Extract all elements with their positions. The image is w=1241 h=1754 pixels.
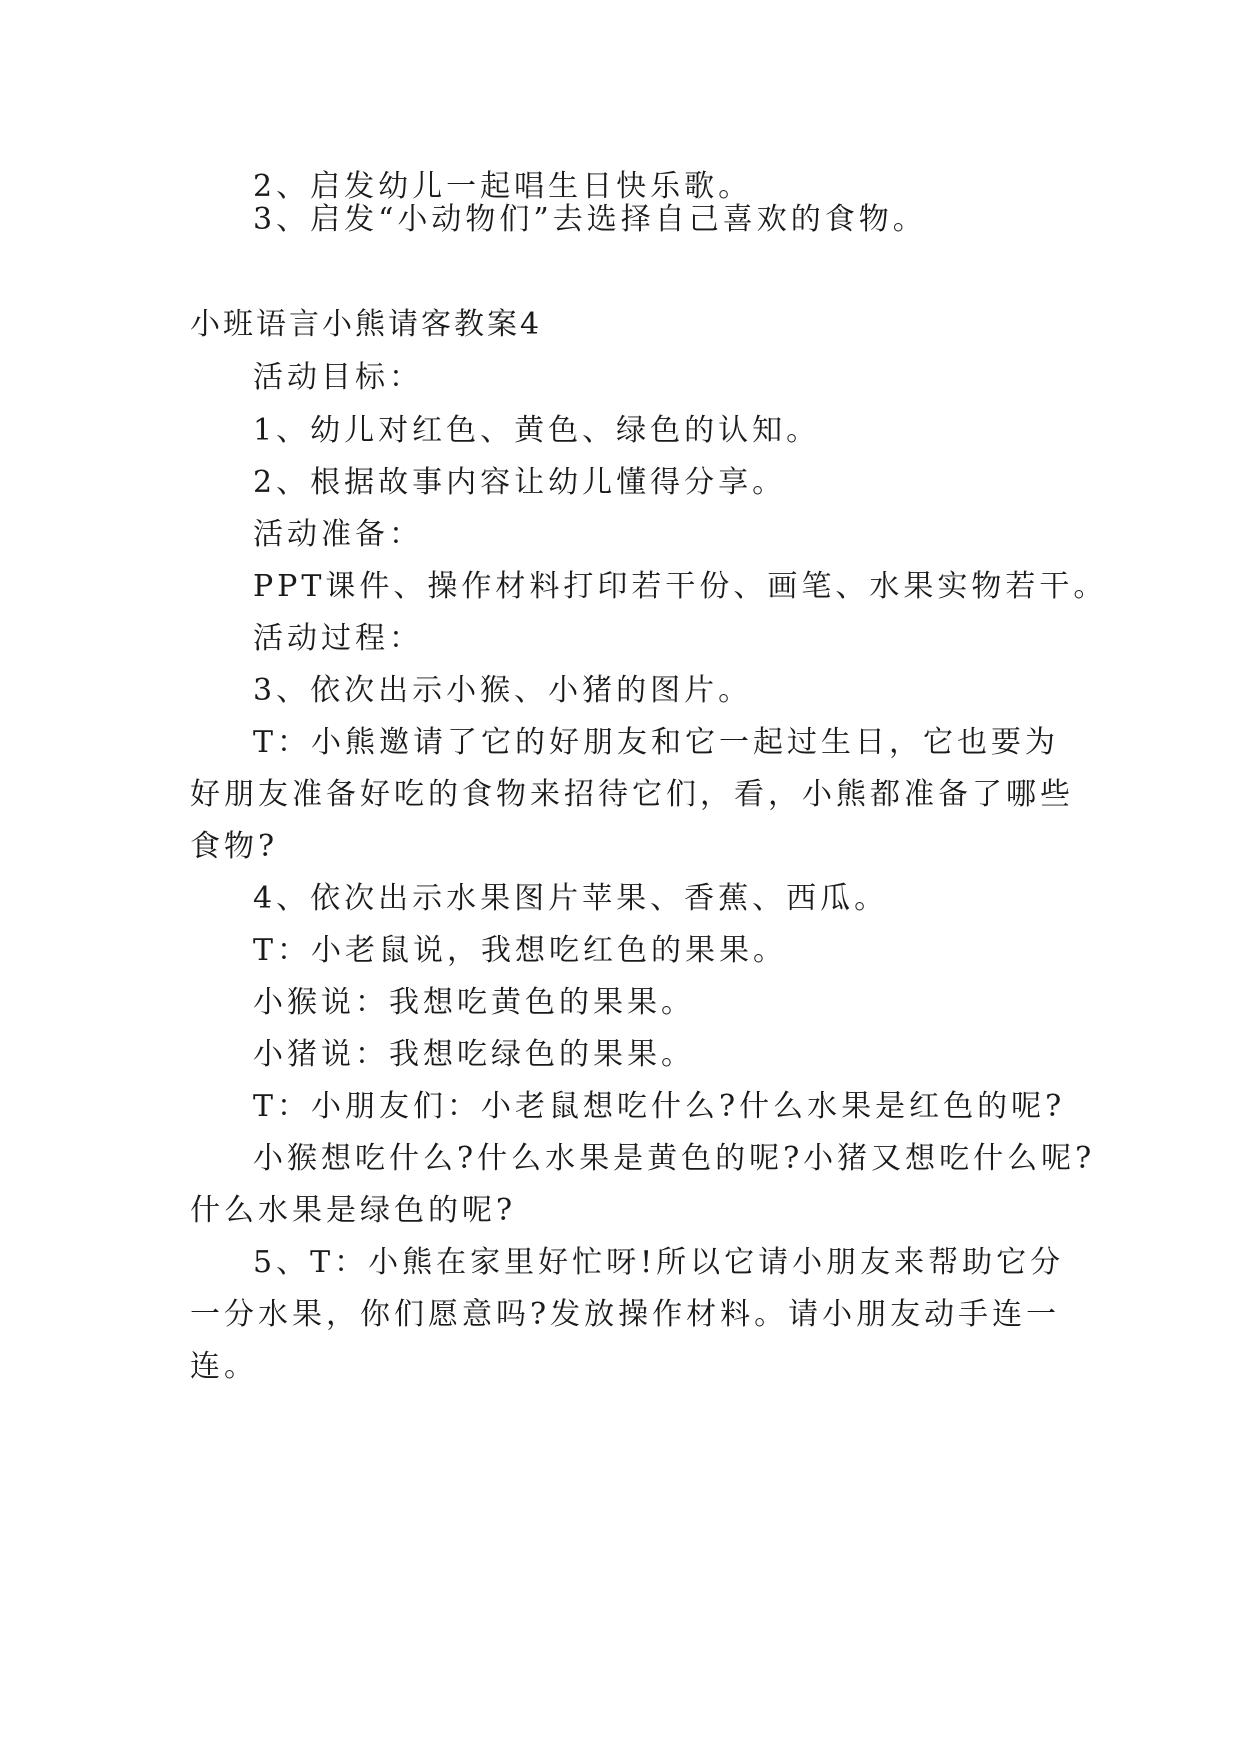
dialogue-line: 什么水果是绿色的呢?: [190, 1193, 517, 1228]
preparation-materials: PPT课件、操作材料打印若干份、画笔、水果实物若干。: [253, 569, 1108, 604]
process-step-3: 3、依次出示小猴、小猪的图片。: [253, 673, 753, 708]
dialogue-line: 小猪说：我想吃绿色的果果。: [253, 1037, 695, 1072]
preparation-heading: 活动准备：: [253, 517, 423, 552]
paragraph-line: 好朋友准备好吃的食物来招待它们，看，小熊都准备了哪些: [190, 777, 1074, 812]
dialogue-line: 小猴说：我想吃黄色的果果。: [253, 985, 695, 1020]
dialogue-line: T：小老鼠说，我想吃红色的果果。: [253, 933, 788, 968]
dialogue-line: 小猴想吃什么?什么水果是黄色的呢?小猪又想吃什么呢?: [253, 1141, 1096, 1176]
goal-1: 1、幼儿对红色、黄色、绿色的认知。: [253, 413, 821, 448]
step-3-choose-food: 3、启发“小动物们”去选择自己喜欢的食物。: [253, 202, 927, 237]
section-title: 小班语言小熊请客教案4: [190, 307, 543, 342]
paragraph-line: T：小熊邀请了它的好朋友和它一起过生日，它也要为: [253, 725, 1060, 760]
paragraph-line: 一分水果，你们愿意吗?发放操作材料。请小朋友动手连一: [190, 1297, 1061, 1332]
step-2-sing-birthday-song: 2、启发幼儿一起唱生日快乐歌。: [253, 169, 753, 204]
goals-heading: 活动目标：: [253, 360, 423, 395]
process-step-5: 5、T：小熊在家里好忙呀!所以它请小朋友来帮助它分: [253, 1245, 1065, 1280]
dialogue-line: T：小朋友们：小老鼠想吃什么?什么水果是红色的呢?: [253, 1089, 1066, 1124]
process-heading: 活动过程：: [253, 621, 423, 656]
process-step-4: 4、依次出示水果图片苹果、香蕉、西瓜。: [253, 881, 889, 916]
paragraph-line: 连。: [190, 1349, 258, 1384]
paragraph-line: 食物?: [190, 829, 279, 864]
goal-2: 2、根据故事内容让幼儿懂得分享。: [253, 465, 787, 500]
